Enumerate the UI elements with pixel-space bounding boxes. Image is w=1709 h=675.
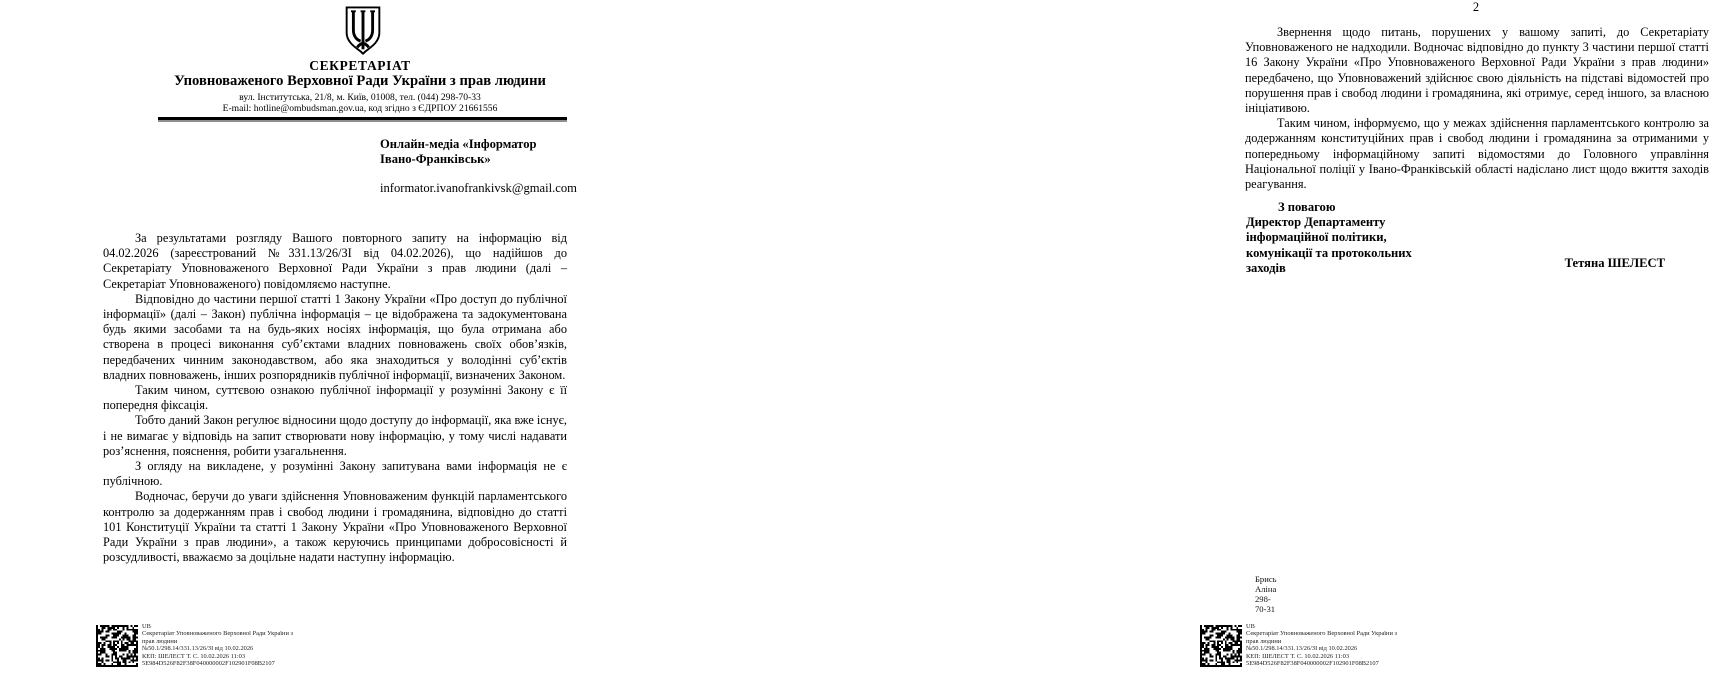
org-address: вул. Інститутська, 21/8, м. Київ, 01008, тел. (044) 298-70-33 (239, 92, 481, 103)
stamp-reg-number: №50.1/298.14/331.13/26/ЗІ від 10.02.2026 (142, 645, 254, 653)
digital-signature-stamp (96, 623, 293, 667)
signer-title-line: інформаційної політики, (1246, 230, 1387, 245)
recipient-block (380, 137, 577, 196)
paragraph: Водночас, беручи до уваги здійснення Уповноваженим функцій парламентського контролю за додержанням прав і свобод людини і громадянина, відповідно до статті 101 Конституції України та статті 1 Закону України «Про Уповноваженого Верховної Ради України з прав людини», а також керуючись принципами добросовісності й розсудливості, вважаємо за доцільне надати наступну інформацію. (103, 489, 567, 565)
letter-body-page-2 (1245, 25, 1709, 192)
stamp-label: UB (1246, 623, 1255, 630)
qr-code-icon (1200, 625, 1242, 667)
signer-title-line: комунікації та протокольних (1246, 245, 1412, 260)
org-title: СЕКРЕТАРІАТ (309, 58, 411, 73)
stamp-hash: 5E984D526F82F38F040000002F102901F08B2107 (142, 660, 275, 668)
stamp-org-line-1: Секретаріат Уповноваженого Верховної Ради України з (1246, 630, 1398, 638)
signer-title-line: Директор Департаменту (1246, 215, 1386, 230)
letterhead (130, 58, 590, 114)
paragraph: Тобто даний Закон регулює відносини щодо доступу до інформації, яка вже існує, і не вимагає у відповідь на запит створювати нову інформацію, у тому числі надавати роз’яснення, пояснення, робити узагальнення. (103, 413, 567, 458)
recipient-name-line-2: Івано-Франківськ» (380, 152, 491, 166)
letterhead-divider (158, 117, 567, 122)
paragraph: З огляду на викладене, у розумінні Закону запитувана вами інформація не є публічною. (103, 459, 567, 489)
stamp-kep-line: КЕП: ШЕЛЕСТ Т. С. 10.02.2026 11:03 (1246, 652, 1350, 660)
stamp-kep-line: КЕП: ШЕЛЕСТ Т. С. 10.02.2026 11:03 (142, 652, 246, 660)
letter-body-page-1 (103, 231, 567, 565)
recipient-name-line-1: Онлайн-медіа «Інформатор (380, 137, 537, 151)
stamp-text (1246, 623, 1397, 667)
recipient-email: informator.ivanofrankivsk@gmail.com (380, 181, 577, 195)
signer-name: Тетяна ШЕЛЕСТ (1564, 256, 1665, 270)
paragraph: Звернення щодо питань, порушених у вашому запиті, до Секретаріату Уповноваженого не надходили. Водночас відповідно до пункту 3 частини першої статті 16 Закону України «Про Уповноваженого Верховної Ради України з прав людини» передбачено, що Уповноважений здійснює свою діяльність на підставі відомостей про порушення прав і свобод людини і громадянина, які отримує, серед іншого, за власною ініціативою. (1245, 25, 1709, 116)
stamp-text (142, 623, 293, 667)
executor-contact: Брись Аліна 298-70-31 (1255, 574, 1277, 614)
org-subtitle: Уповноваженого Верховної Ради України з прав людини (174, 73, 546, 89)
stamp-hash: 5E984D526F82F38F040000002F102901F08B2107 (1246, 660, 1379, 668)
letter-page-1 (0, 0, 600, 675)
page-number: 2 (1472, 0, 1480, 14)
letter-page-2 (600, 0, 1709, 675)
paragraph: За результатами розгляду Вашого повторного запиту на інформацію від 04.02.2026 (зареєстрований №331.13/26/ЗІ від 04.02.2026), що надійшов до Секретаріату Уповноваженого Верховної Ради України з прав людини (далі – Секретаріат Уповноваженого) повідомляємо наступне. (103, 231, 567, 291)
org-email: E-mail: hotline@ombudsman.gov.ua, код згідно з ЄДРПОУ 21661556 (222, 103, 498, 114)
digital-signature-stamp (1200, 623, 1397, 667)
stamp-label: UB (142, 623, 151, 630)
paragraph: Відповідно до частини першої статті 1 Закону України «Про доступ до публічної інформації» (далі – Закон) публічна інформація – це відображена та задокументована будь якими засобами та на будь-яких носіях інформація, що була отримана або створена в процесі виконання суб’єктами владних повноважень своїх обов’язків, передбачених чинним законодавством, або яка знаходиться у володінні суб’єктів владних повноважень, інших розпорядників публічної інформації, визначених Законом. (103, 291, 567, 382)
signer-title-line: заходів (1246, 260, 1286, 275)
stamp-org-line-1: Секретаріат Уповноваженого Верховної Ради України з (142, 630, 294, 638)
paragraph: Таким чином, інформуємо, що у межах здійснення парламентського контролю за додержанням конституційних прав і свобод людини і громадянина за отриманими у попередньому інформаційному запиті відомостями до Головного управління Національної поліції у Івано-Франківській області надіслано лист щодо вжиття заходів реагування. (1245, 116, 1709, 192)
stamp-org-line-2: прав людини (142, 637, 178, 645)
qr-code-icon (96, 625, 138, 667)
ukraine-trident-emblem-icon (341, 6, 385, 56)
paragraph: Таким чином, суттєвою ознакою публічної інформації у розумінні Закону є її попередня фіксація. (103, 383, 567, 413)
stamp-reg-number: №50.1/298.14/331.13/26/ЗІ від 10.02.2026 (1246, 645, 1358, 653)
signature-salutation: З повагою (1278, 200, 1336, 214)
stamp-org-line-2: прав людини (1246, 637, 1282, 645)
